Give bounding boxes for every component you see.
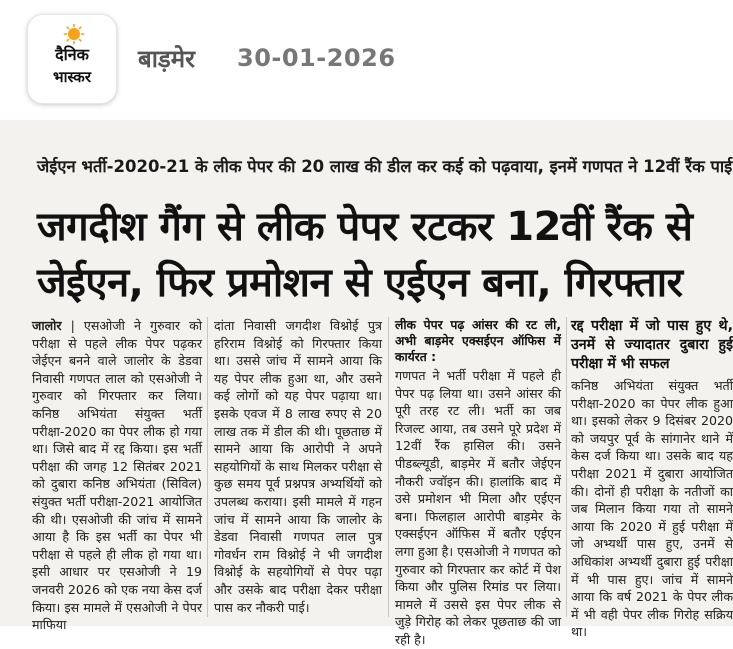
newspaper-clipping	[0, 120, 733, 647]
article-column-3	[395, 317, 561, 649]
dateline: जालोर	[32, 318, 62, 333]
column-1-text: एसओजी ने गुरुवार को परीक्षा से पहले लीक पेपर पढ़कर जेईएन बनने वाले जालोर के डेडवा निवासी गणपत लाल को एसओजी ने गुरुवार को गिरफ्तार कर लिया। कनिष्ठ अभियंता संयुक्त भर्ती परीक्षा-2020 का पेपर लीक हो गया था। जिसे बाद में रद्द किया। इस भर्ती परीक्षा की जगह 12 सितंबर 2021 को दुबारा कनिष्ठ अभियंता (सिविल) संयुक्त भर्ती परीक्षा-2021 आयोजित की थी। एसओजी की जांच में सामने आया है कि इस भर्ती का पेपर भी परीक्षा से पहले ही लीक हो गया था। इसी आधार पर एसओजी ने 19 जनवरी 2026 को एक नया केस दर्ज किया। इस मामले में एसओजी ने पेपर माफिया	[32, 318, 203, 633]
column-divider	[388, 317, 389, 617]
logo-text-bhaskar: भास्कर	[53, 68, 91, 86]
app-header	[0, 0, 733, 120]
headline-line-1: जगदीश गैंग से लीक पेपर रटकर 12वीं रैंक से	[37, 204, 693, 250]
article-column-4	[571, 317, 733, 641]
column-4-subheading: रद्द परीक्षा में जो पास हुए थे, उनमें से ज्यादातर दुबारा हुई परीक्षा में भी सफल	[571, 318, 733, 372]
edition-date: 30-01-2026	[237, 44, 396, 72]
logo-text-dainik: दैनिक	[55, 45, 89, 64]
article-kicker: जेईएन भर्ती-2020-21 के लीक पेपर की 20 लाख की डील कर कई को पढ़वाया, इनमें गणपत ने 12वीं रैंक पाई	[37, 157, 733, 176]
sun-icon	[64, 24, 84, 44]
headline-line-2: जेईएन, फिर प्रमोशन से एईएन बना, गिरफ्तार	[37, 260, 683, 306]
column-3-text: गणपत ने भर्ती परीक्षा में पहले ही पेपर पढ़ लिया था। उसने आंसर की पूरी तरह रट ली। भर्ती का जब रिजल्ट आया, तब उसने पूरे प्रदेश में 12वीं रैंक हासिल की। उसने पीडब्ल्यूडी, बाड़मेर में बतौर जेईएन नौकरी ज्वॉइन की। हालांकि बाद में उसे प्रमोशन भी मिला और एईएन बना। फिलहाल आरोपी बाड़मेर के एक्सईएन ऑफिस में बतौर एईएन लगा हुआ है। एसओजी ने गणपत को गुरुवार को गिरफ्तार कर कोर्ट में पेश किया और पुलिस रिमांड पर लिया। मामले में उससे इस पेपर लीक से जुड़े गिरोह को लेकर पूछताछ की जा रही है।	[395, 368, 561, 647]
column-4-text: कनिष्ठ अभियंता संयुक्त भर्ती परीक्षा-2020 का पेपर लीक हुआ था। इसको लेकर 9 दिसंबर 2020 को जयपुर पूर्व के सांगानेर थाने में केस दर्ज किया था। उसके बाद यह परीक्षा 2021 में दुबारा आयोजित की। दोनों ही परीक्षा के नतीजों का जब मिलान किया गया तो सामने आया कि 2020 में हुई परीक्षा में जो अभ्यर्थी पास हुए, उनमें से अधिकांश अभ्यर्थी दुबारा हुई परीक्षा में भी पास हुए। जांच में सामने आया कि वर्ष 2021 के पेपर लीक में भी वही पेपर लीक गिरोह सक्रिय था।	[571, 378, 733, 640]
city-name: बाड़मेर	[138, 45, 195, 73]
column-divider	[566, 317, 567, 617]
column-3-subheading: लीक पेपर पढ़ आंसर की रट ली, अभी बाड़मेर एक्सईएन ऑफिस में कार्यरत :	[395, 318, 561, 364]
column-2-text: दांता निवासी जगदीश विश्नोई पुत्र हरिराम विश्नोई को गिरफ्तार किया था। उससे जांच में सामने आया कि यह पेपर लीक हुआ था, और उसने कई लोगों को यह पेपर पढ़ाया था। इसके एवज में 8 लाख रुपए से 20 लाख तक में डील की थी। पूछताछ में सामने आया कि आरोपी ने अपने सहयोगियों के साथ मिलकर परीक्षा से कुछ समय पूर्व प्रश्नपत्र अभ्यर्थियों को उपलब्ध कराया। इसी मामले में गहन जांच में सामने आया कि जालोर के डेडवा निवासी गणपत लाल पुत्र गोवर्धन राम विश्नोई ने भी जगदीश विश्नोई के सहयोगियों से पेपर पढ़ा और उसके बाद परीक्षा देकर परीक्षा पास कर नौकरी पाई।	[214, 318, 382, 615]
article-column-2	[214, 317, 382, 616]
article-column-1: जालोर | एसओजी ने गुरुवार को परीक्षा से पहले लीक पेपर पढ़कर जेईएन बनने वाले जालोर के डेडवा निवासी गणपत लाल को एसओजी ने गुरुवार को गिरफ्तार कर लिया। कनिष्ठ अभियंता संयुक्त भर्ती परीक्षा-2020 का पेपर लीक हो गया था। जिसे बाद में रद्द किया। इस भर्ती परीक्षा की जगह 12 सितंबर 2021 को दुबारा कनिष्ठ अभियंता (सिविल) संयुक्त भर्ती परीक्षा-2021 आयोजित की थी। एसओजी की जांच में सामने आया है कि इस भर्ती का पेपर भी परीक्षा से पहले ही लीक हो गया था। इसी आधार पर एसओजी ने 19 जनवरी 2026 को एक नया केस दर्ज किया। इस मामले में एसओजी ने पेपर माफिया	[32, 318, 203, 633]
column-divider	[207, 317, 208, 617]
dainik-bhaskar-logo[interactable]	[27, 14, 117, 104]
